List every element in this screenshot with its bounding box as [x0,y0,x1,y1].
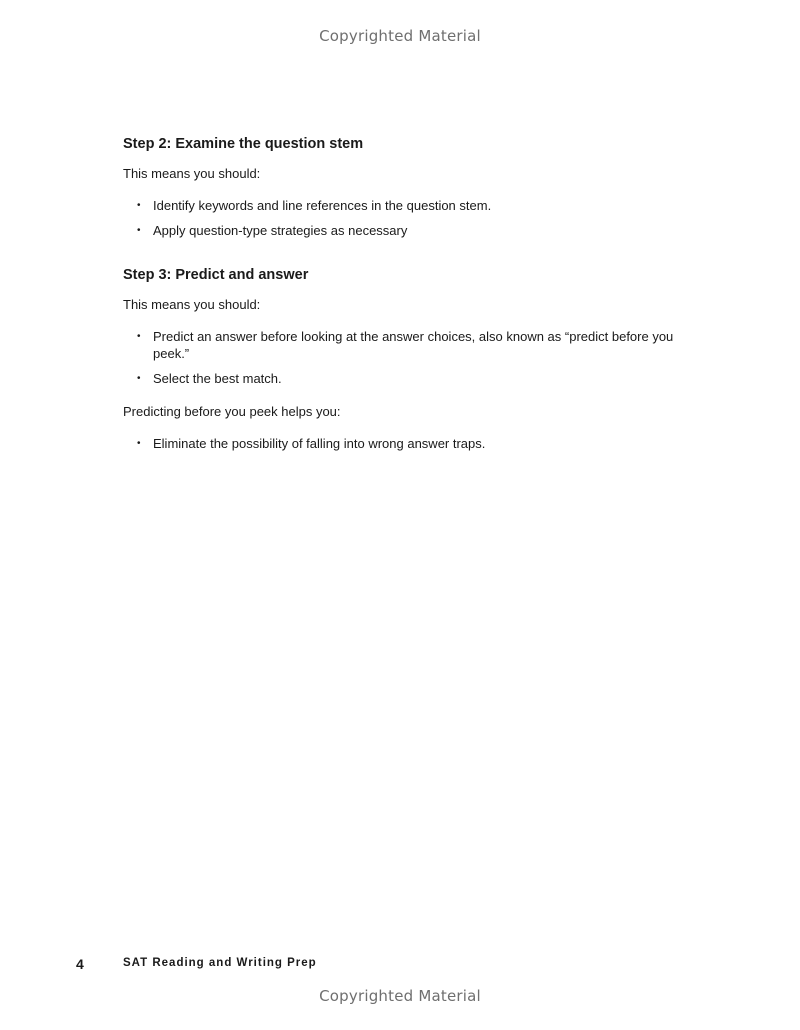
predicting-bullet-list [123,435,675,452]
bullet-icon: • [137,438,141,449]
page-number: 4 [76,956,84,972]
list-item-text: Apply question-type strategies as necessary [153,223,408,238]
list-item-text: Select the best match. [153,371,282,386]
predicting-intro: Predicting before you peek helps you: [123,404,341,419]
list-item [123,222,675,239]
watermark-bottom: Copyrighted Material [319,987,481,1005]
list-item-text: Predict an answer before looking at the answer choices, also known as “predict before you peek.” [153,329,674,361]
step-3-intro: This means you should: [123,297,261,312]
step-3-bullet-list [123,328,675,387]
bullet-icon: • [137,373,141,384]
step-2-bullet-list [123,197,675,239]
list-item [123,370,675,387]
page-content [123,135,675,460]
book-title: SAT Reading and Writing Prep [123,957,317,969]
list-item-text: Identify keywords and line references in the question stem. [153,198,492,213]
list-item [123,328,675,362]
list-item [123,435,675,452]
list-item-text: Eliminate the possibility of falling into wrong answer traps. [153,436,486,451]
watermark-top: Copyrighted Material [319,27,481,45]
bullet-icon: • [137,331,141,342]
bullet-icon: • [137,200,141,211]
step-3-section [123,266,675,452]
step-2-intro: This means you should: [123,166,261,181]
list-item [123,197,675,214]
step-2-heading: Step 2: Examine the question stem [123,136,364,152]
bullet-icon: • [137,225,141,236]
step-3-heading: Step 3: Predict and answer [123,267,309,283]
step-2-section [123,135,675,239]
